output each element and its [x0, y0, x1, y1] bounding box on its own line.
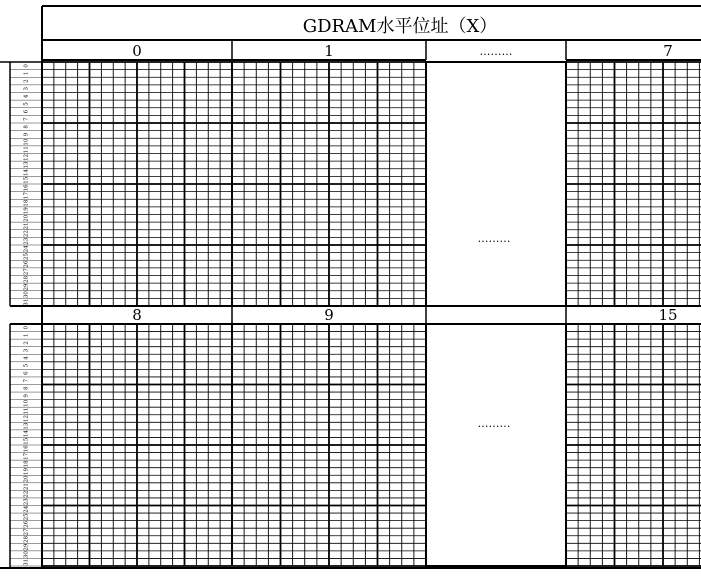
row-label: 1: [23, 333, 30, 338]
row-label: 11: [23, 146, 30, 154]
row-label: 0: [23, 326, 30, 330]
row-label: 13: [23, 161, 30, 169]
row-label: 21: [23, 222, 30, 230]
grid-top-1: [232, 62, 426, 306]
row-label: 11: [23, 407, 30, 415]
row-label: 4: [23, 94, 30, 99]
row-label: 30: [23, 551, 30, 559]
top-address-1: 1: [324, 42, 334, 60]
row-label: 22: [23, 490, 30, 498]
row-label: 13: [23, 422, 30, 430]
row-label: 28: [23, 536, 30, 544]
row-label: 24: [23, 505, 30, 513]
grid-top-7: [566, 62, 701, 306]
row-label: 25: [23, 252, 30, 260]
row-labels-top: [10, 64, 42, 306]
row-label: 25: [23, 513, 30, 521]
row-label: 16: [23, 445, 30, 453]
row-label: 27: [23, 268, 30, 276]
grid-bottom-15: [566, 324, 701, 566]
top-ellipsis-box: [426, 62, 566, 306]
row-label: 20: [23, 214, 30, 222]
diagram-title: GDRAM水平位址（X）: [302, 16, 498, 37]
row-label: 31: [23, 298, 30, 306]
top-header-ellipsis: ………: [479, 45, 513, 58]
row-label: 28: [23, 275, 30, 283]
row-label: 7: [23, 378, 30, 383]
ellipsis-boxes: [426, 62, 566, 566]
row-labels-bottom: [10, 326, 42, 566]
row-label: 18: [23, 199, 30, 207]
row-label: 10: [23, 399, 30, 407]
row-label: 24: [23, 245, 30, 253]
row-label: 23: [23, 498, 30, 506]
row-label: 4: [23, 356, 30, 360]
row-label: 0: [23, 64, 30, 68]
row-label: 15: [23, 176, 30, 184]
row-label: 18: [23, 460, 30, 468]
row-label: 3: [23, 348, 30, 353]
row-label: 31: [23, 558, 30, 566]
row-label: 27: [23, 528, 30, 536]
row-label: 21: [23, 483, 30, 491]
bottom-ellipsis-box: [426, 324, 566, 566]
row-label: 14: [23, 430, 30, 438]
row-label: 15: [23, 437, 30, 445]
row-label: 9: [23, 394, 30, 398]
row-label: 26: [23, 260, 30, 268]
row-label: 10: [23, 138, 30, 146]
row-label: 3: [23, 86, 30, 91]
row-label: 23: [23, 237, 30, 245]
row-label: 9: [23, 132, 30, 137]
row-label: 8: [23, 386, 30, 391]
row-label: 29: [23, 283, 30, 291]
row-label: 5: [23, 102, 30, 106]
grid-bottom-9: [232, 324, 426, 566]
row-label: 16: [23, 184, 30, 192]
bottom-address-header: [10, 306, 701, 324]
bottom-ellipsis-label: ………: [477, 417, 511, 430]
row-label: 26: [23, 520, 30, 528]
row-label: 7: [23, 117, 30, 121]
row-label: 19: [23, 467, 30, 475]
top-address-7: 7: [663, 42, 673, 60]
row-label: 12: [23, 153, 30, 161]
row-label: 17: [23, 191, 30, 199]
grid-bottom-8: [42, 324, 232, 566]
top-address-header: [42, 40, 701, 62]
row-label: 22: [23, 230, 30, 238]
bottom-address-8: 8: [132, 306, 142, 324]
row-label: 5: [23, 363, 30, 368]
row-label: 2: [23, 79, 30, 83]
top-address-0: 0: [132, 42, 142, 60]
row-label: 1: [23, 71, 30, 76]
row-label: 17: [23, 452, 30, 460]
row-label: 8: [23, 125, 30, 129]
row-label: 12: [23, 415, 30, 423]
row-label: 14: [23, 169, 30, 177]
row-label: 30: [23, 291, 30, 299]
row-label: 20: [23, 475, 30, 483]
bottom-address-9: 9: [324, 306, 334, 324]
top-ellipsis-label: ………: [477, 232, 511, 245]
row-label: 19: [23, 207, 30, 215]
row-label: 29: [23, 543, 30, 551]
row-label: 2: [23, 341, 30, 345]
grid-top-0: [42, 62, 232, 306]
row-label: 6: [23, 371, 30, 375]
bottom-address-15: 15: [658, 306, 678, 324]
row-label: 6: [23, 109, 30, 114]
